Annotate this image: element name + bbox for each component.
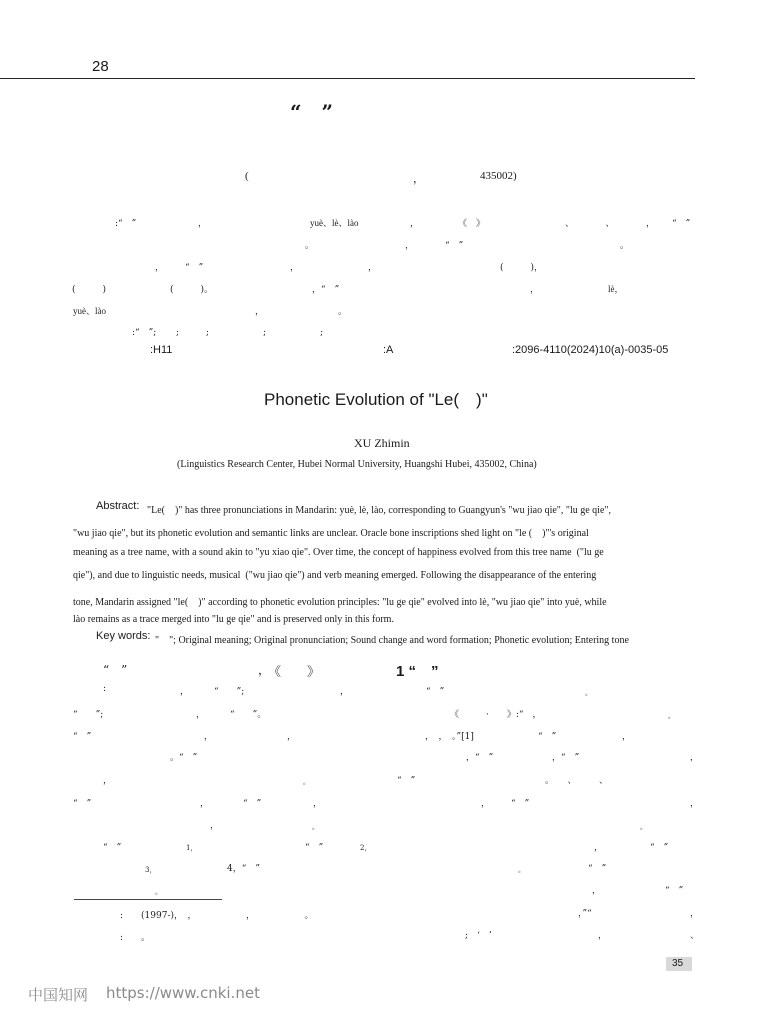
intro-quote: “ ” [103, 663, 128, 677]
body-mark: ， [594, 843, 604, 853]
watermark-brand: 中国知网 [28, 986, 89, 1004]
abstract-cn-mark: 。 [620, 241, 630, 251]
body-mark: ， [200, 799, 210, 809]
body-mark: “ ” [305, 843, 324, 853]
intro-book: 《 》 [268, 665, 321, 680]
abstract-cn-mark: ( )。 [170, 285, 214, 295]
page-number: 35 [672, 958, 684, 969]
body-mark: 。 [303, 778, 310, 786]
body-mark: ， [313, 799, 323, 809]
body-mark: ， [210, 821, 220, 831]
body-mark: ， ， 。”[1] [425, 732, 474, 742]
body-mark: 2， [360, 844, 372, 852]
section-title: 1 “ ” [396, 663, 439, 680]
title-cn: “ ” [290, 100, 334, 124]
body-mark: 1， [186, 844, 198, 852]
body-mark: ， [103, 776, 113, 786]
body-mark: ，”“ [578, 909, 592, 919]
abstract-cn-mark: ( )， [500, 263, 544, 273]
body-mark: “ ”; [214, 687, 245, 697]
keywords-cn-lead: :“ ”; [132, 328, 157, 338]
body-mark: “ ” [73, 799, 92, 809]
affiliation-cn-open: ( [245, 170, 249, 182]
body-mark: : [103, 684, 107, 694]
body-mark: 。 [585, 689, 592, 697]
abstract-cn-quote: “ ” [445, 241, 464, 251]
body-mark: “ ” [426, 687, 445, 697]
body-mark: “ ” [650, 843, 669, 853]
en-abstract-line: "Le( )" has three pronunciations in Mandarin: yuè, lè, lào, corresponding to Guangyun's "wu jiao qie", "lu ge qie", [147, 505, 611, 516]
abstract-cn-pinyin: lè， [608, 284, 624, 294]
body-mark: ， [622, 732, 632, 742]
footnote-rule [74, 899, 222, 900]
en-abstract-line: qie"), and due to linguistic needs, musical ("wu jiao qie") and verb meaning emerged. Following the disappearance of the entering [73, 570, 597, 581]
en-author: XU Zhimin [354, 436, 410, 450]
abstract-cn-mark: ， [530, 285, 540, 295]
abstract-cn-pinyin: yuè、lè、lào [310, 218, 359, 228]
abstract-cn-mark: 。 [338, 307, 348, 317]
abstract-cn-mark: ， [198, 219, 208, 229]
abstract-cn-mark: ， [405, 241, 415, 251]
en-abstract-line: "wu jiao qie", but its phonetic evolution and semantic links are unclear. Oracle bone inscriptions shed light on "le ( )"'s original [73, 528, 589, 539]
en-abstract-line: meaning as a tree name, with a sound akin to "yu xiao qie". Over time, the concept of happiness evolved from this tree name ("lu ge [73, 547, 604, 558]
body-mark: 。 [668, 712, 675, 720]
body-mark: 《 · 》:“ ， [450, 710, 542, 720]
body-mark: ， [204, 732, 214, 742]
body-mark: ， [592, 886, 602, 896]
body-mark: 4，“ ” [227, 864, 260, 874]
footnote-author: : (1997-)， ， ， 。 [120, 911, 314, 921]
header-page-label: 28 [92, 58, 109, 75]
abstract-cn-quote: “ ” [185, 263, 204, 273]
body-mark: 。“ ” [170, 753, 198, 763]
body-mark: ， [598, 931, 608, 941]
abstract-cn-lead: :“ ” [115, 219, 137, 229]
body-mark: ， [287, 732, 297, 742]
body-mark: “ ” [103, 843, 122, 853]
abstract-cn-mark: ， [255, 307, 265, 317]
abstract-cn-quote: “ ” [672, 219, 691, 229]
body-mark: ， [690, 799, 700, 809]
body-mark: 、 [690, 931, 700, 941]
body-mark: 。 [312, 823, 319, 831]
en-abstract-line: tone, Mandarin assigned "le( )" according to phonetic evolution principles: "lu ge qie" evolved into lè, "wu jiao qie" into yuè, while [73, 597, 607, 608]
abstract-cn-mark: 。 [305, 241, 315, 251]
body-mark: “ ” [588, 864, 607, 874]
header-rule [0, 78, 695, 79]
body-mark: 。 [155, 888, 162, 896]
body-mark: ， [180, 687, 190, 697]
body-mark: ， [258, 663, 271, 677]
clc-number: :H11 [150, 344, 173, 356]
abstract-cn-mark: ， [155, 263, 165, 273]
body-mark: “ ” [538, 732, 557, 742]
body-mark: ， [690, 909, 700, 919]
affiliation-cn-comma: ， [413, 173, 424, 185]
footnote-fund: : 。 [120, 933, 151, 943]
en-keywords-text: " "; Original meaning; Original pronunciation; Sound change and word formation; Phonetic evolution; Entering tone [155, 635, 629, 646]
abstract-cn-book: 《 》 [458, 219, 486, 229]
body-mark: “ ” [397, 776, 416, 786]
body-mark: ， [196, 710, 206, 720]
body-mark: “ ” [665, 886, 684, 896]
body-mark: “ ” [511, 799, 530, 809]
abstract-cn-quote: ，“ ” [312, 285, 340, 295]
affiliation-cn-postcode: 435002) [480, 170, 517, 182]
body-mark: ， [340, 687, 350, 697]
body-mark: “ ”; [73, 710, 104, 720]
body-mark: “ ” [73, 732, 92, 742]
abstract-cn-mark: ( ) [72, 285, 107, 295]
abstract-cn-pinyin: yuè、lào [73, 306, 106, 316]
body-mark: ，“ ” [552, 753, 580, 763]
body-mark: “ ” [243, 799, 262, 809]
body-mark: 。 [640, 823, 647, 831]
en-title: Phonetic Evolution of "Le( )" [264, 390, 488, 409]
body-mark: “ ”。 [230, 710, 267, 720]
body-mark: 3， [145, 866, 157, 874]
keywords-cn-marks: ; ; ; ; [176, 328, 324, 338]
abstract-cn-mark: ， [410, 219, 420, 229]
body-mark: ，“ ” [466, 753, 494, 763]
doc-code: :A [383, 344, 394, 356]
body-mark: 。 、 、 [545, 776, 609, 786]
abstract-cn-mark: ， [368, 263, 378, 273]
en-affiliation: (Linguistics Research Center, Hubei Normal University, Huangshi Hubei, 435002, China) [177, 459, 537, 470]
body-mark: ， [690, 753, 700, 763]
body-mark: 。 [518, 866, 525, 874]
body-mark: ; ‘ ’ [465, 931, 492, 941]
en-abstract-line: lào remains as a trace merged into "lu ge qie" and is preserved only in this form. [73, 614, 394, 625]
abstract-cn-mark: 、 、 ， [565, 219, 656, 229]
article-id: :2096-4110(2024)10(a)-0035-05 [512, 344, 669, 356]
body-mark: ， [481, 799, 491, 809]
en-abstract-label: Abstract: [96, 500, 140, 512]
watermark-url[interactable]: https://www.cnki.net [106, 984, 260, 1002]
en-keywords-label: Key words: [96, 630, 151, 642]
abstract-cn-mark: ， [290, 263, 300, 273]
